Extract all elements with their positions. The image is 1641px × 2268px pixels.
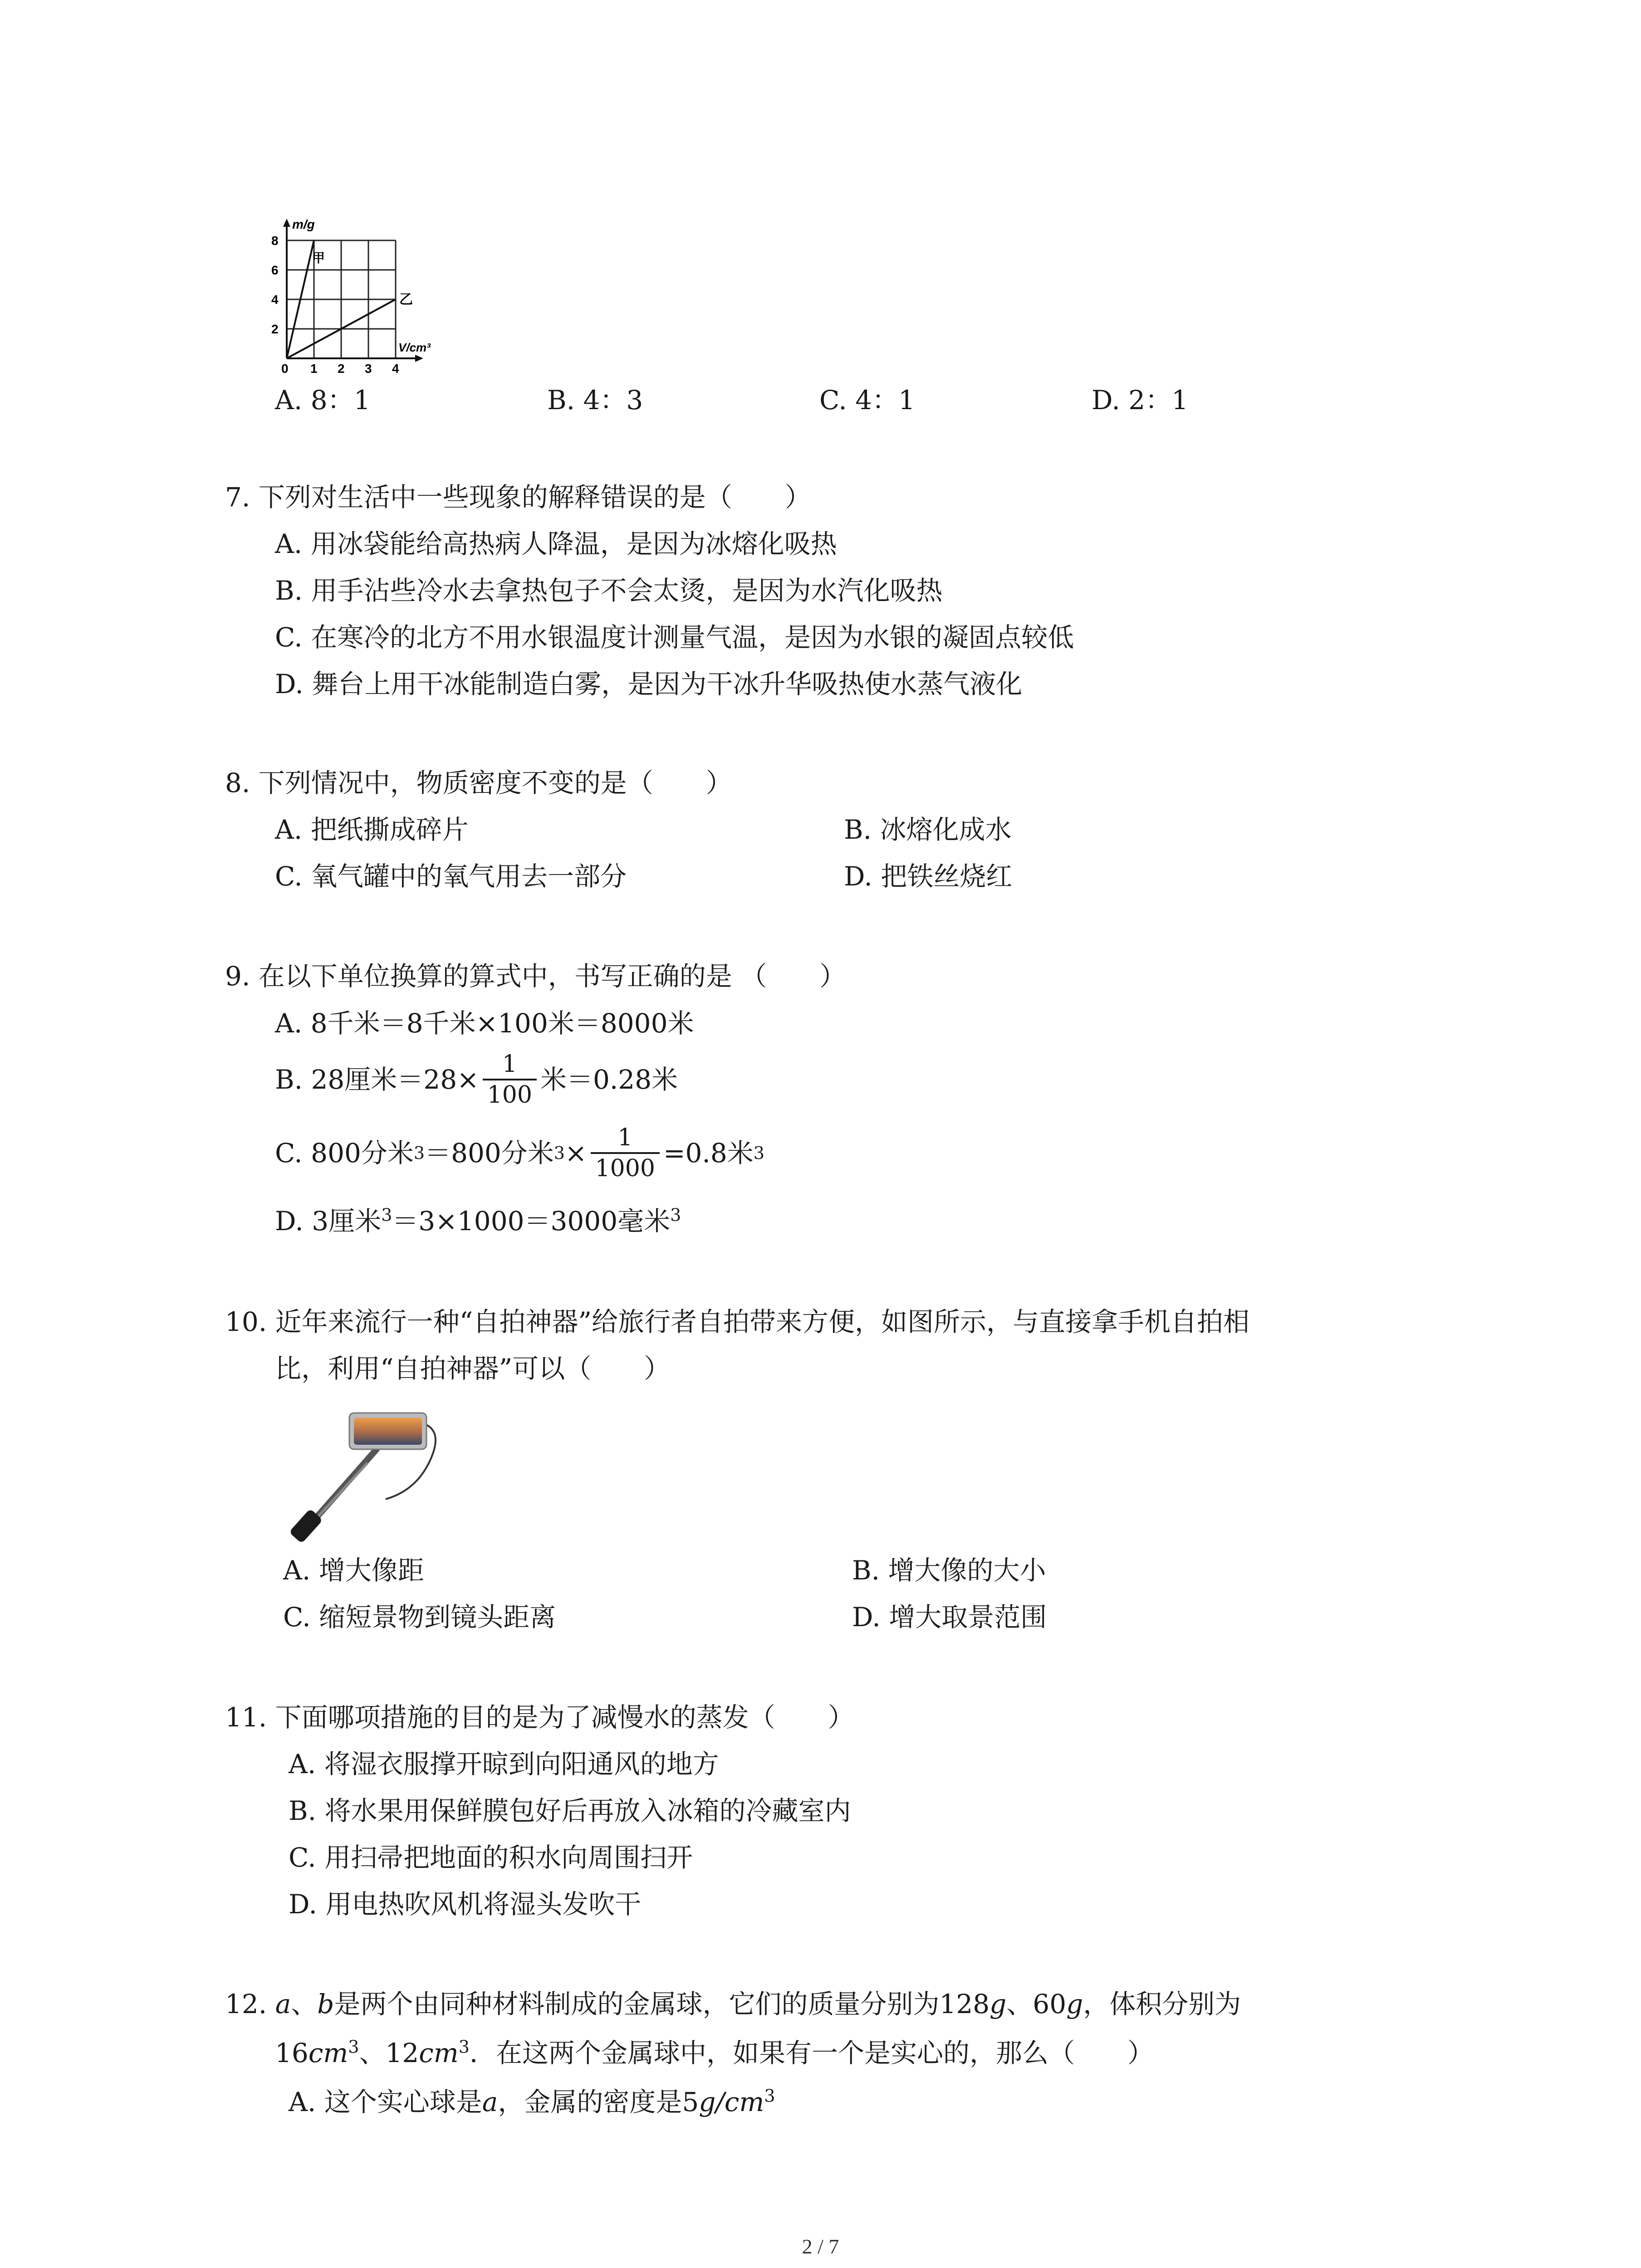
q11-stem: 11. 下面哪项措施的目的是为了减慢水的蒸发（ ） (225, 1702, 854, 1733)
q12-unit-cm2: cm (419, 2038, 459, 2068)
q7-option-a: A. 用冰袋能给高热病人降温，是因为冰熔化吸热 (275, 528, 837, 559)
x-tick-2: 2 (338, 362, 345, 376)
q9-c-denominator: 1000 (591, 1152, 660, 1180)
q11-option-d: D. 用电热吹风机将湿头发吹干 (289, 1889, 642, 1920)
page-number: 2 / 7 (802, 2235, 839, 2258)
q12-exp1: 3 (348, 2037, 359, 2057)
q7-option-d: D. 舞台上用干冰能制造白雾，是因为干冰升华吸热使水蒸气液化 (275, 669, 1023, 699)
selfie-stick-image (281, 1399, 463, 1549)
x-axis-arrow (415, 355, 423, 362)
q10-stem-line2: 比，利用“自拍神器”可以（ ） (275, 1353, 671, 1384)
y-tick-4: 4 (271, 293, 279, 307)
q9-d-middle: ＝3×1000＝3000毫米 (392, 1206, 671, 1237)
q9-option-a: A. 8千米＝8千米×100米＝8000米 (275, 1008, 694, 1039)
x-tick-4: 4 (392, 362, 399, 376)
x-tick-1: 1 (310, 362, 318, 376)
selfie-stick-shaft (315, 1463, 367, 1520)
q9-c-fraction (591, 1126, 660, 1180)
y-tick-8: 8 (271, 234, 279, 248)
q8-stem: 8. 下列情况中，物质密度不变的是（ ） (225, 767, 732, 798)
x-tick-3: 3 (365, 362, 372, 376)
q11-option-a: A. 将湿衣服撑开晾到向阳通风的地方 (289, 1749, 719, 1779)
q8-option-b: B. 冰熔化成水 (844, 814, 1012, 845)
q8-option-d: D. 把铁丝烧红 (844, 861, 1013, 892)
q9-b-numerator: 1 (502, 1051, 517, 1078)
q9-c-prefix: C. 800分米 (275, 1138, 414, 1168)
q6-option-b: B. 4：3 (547, 385, 643, 415)
q9-d-exp1: 3 (381, 1205, 392, 1225)
q9-b-prefix: B. 28厘米＝28× (275, 1064, 479, 1095)
q12-text2: 、60 (1006, 1989, 1067, 2019)
q6-option-a: A. 8：1 (275, 385, 371, 415)
series-yi-label: 乙 (399, 292, 413, 307)
q7-option-b: B. 用手沾些冷水去拿热包子不会太烫，是因为水汽化吸热 (275, 575, 943, 606)
y-tick-2: 2 (271, 322, 279, 336)
q9-c-suffix: =0.8米 (663, 1138, 754, 1168)
q12-sep: 、 (291, 1989, 318, 2019)
q12-exp2: 3 (458, 2037, 470, 2057)
graph-grid (287, 240, 397, 358)
q12-a-unit: g/cm (699, 2087, 764, 2117)
q9-b-fraction (483, 1052, 537, 1107)
q12-unit-g2: g (1066, 1989, 1083, 2019)
q12-option-a (289, 2086, 775, 2118)
x-tick-0: 0 (281, 362, 289, 376)
q12-text3: ，体积分别为 (1083, 1989, 1241, 2019)
q9-stem: 9. 在以下单位换算的算式中，书写正确的是 （ ） (225, 961, 846, 992)
q10-option-a: A. 增大像距 (283, 1555, 424, 1586)
q9-option-c: C. 800分米 3 ＝800分米 3 × $\frac{1}{1000}$ =0.8米 3 (275, 1124, 764, 1182)
q10-stem-line1: 10. 近年来流行一种“自拍神器”给旅行者自拍带来方便，如图所示，与直接拿手机自拍相 (225, 1306, 1249, 1337)
q12-var-a: a (275, 1989, 291, 2019)
q12-var-b: b (317, 1989, 334, 2019)
q6-option-d: D. 2：1 (1092, 385, 1189, 415)
q9-option-b (275, 1043, 678, 1116)
y-axis-label: m/g (292, 217, 315, 231)
y-axis-arrow (283, 219, 290, 227)
q8-option-a: A. 把纸撕成碎片 (275, 814, 469, 845)
q12-unit-cm1: cm (308, 2038, 348, 2068)
y-tick-6: 6 (271, 263, 279, 277)
q9-c-middle: ＝800分米 (425, 1138, 554, 1168)
series-jia-label: 甲 (312, 251, 325, 265)
q9-b-suffix: 米＝0.28米 (540, 1064, 678, 1095)
x-axis-label: V/cm³ (398, 341, 431, 354)
q11-option-b: B. 将水果用保鲜膜包好后再放入冰箱的冷藏室内 (289, 1795, 851, 1826)
q12-number: 12. (225, 1989, 275, 2019)
q9-d-prefix: D. 3厘米 (275, 1206, 382, 1237)
q10-option-b: B. 增大像的大小 (852, 1555, 1046, 1586)
q7-stem: 7. 下列对生活中一些现象的解释错误的是（ ） (225, 482, 811, 513)
q9-b-denominator: 100 (483, 1079, 537, 1107)
q9-option-d (275, 1205, 681, 1237)
q7-option-c: C. 在寒冷的北方不用水银温度计测量气温，是因为水银的凝固点较低 (275, 622, 1074, 653)
q12-a-prefix: A. 这个实心球是 (289, 2087, 482, 2117)
q8-option-c: C. 氧气罐中的氧气用去一部分 (275, 861, 627, 892)
q6-option-c: C. 4：1 (819, 385, 915, 415)
q12-volume1: 16 (275, 2038, 309, 2068)
q9-d-exp2: 3 (670, 1205, 681, 1225)
q12-a-middle: ，金属的密度是5 (498, 2087, 699, 2117)
q9-c-times: × (564, 1138, 587, 1168)
q11-option-c: C. 用扫帚把地面的积水向周围扫开 (289, 1842, 693, 1873)
q12-text4: ．在这两个金属球中，如果有一个是实心的，那么（ ） (469, 2038, 1154, 2068)
mass-volume-graph (245, 213, 463, 376)
q10-option-c: C. 缩短景物到镜头距离 (283, 1602, 556, 1633)
q12-a-var: a (482, 2087, 498, 2117)
q12-text1: 是两个由同种材料制成的金属球，它们的质量分别为128 (334, 1989, 990, 2019)
q9-c-numerator: 1 (617, 1124, 633, 1151)
q12-stem-line2 (275, 2037, 1154, 2069)
selfie-phone-screen (354, 1418, 422, 1445)
q12-volume2: 、12 (359, 2038, 419, 2068)
q10-option-d: D. 增大取景范围 (852, 1602, 1047, 1633)
q12-a-exp: 3 (764, 2086, 775, 2106)
q12-unit-g1: g (989, 1989, 1007, 2019)
q12-stem-line1 (225, 1988, 1241, 2020)
